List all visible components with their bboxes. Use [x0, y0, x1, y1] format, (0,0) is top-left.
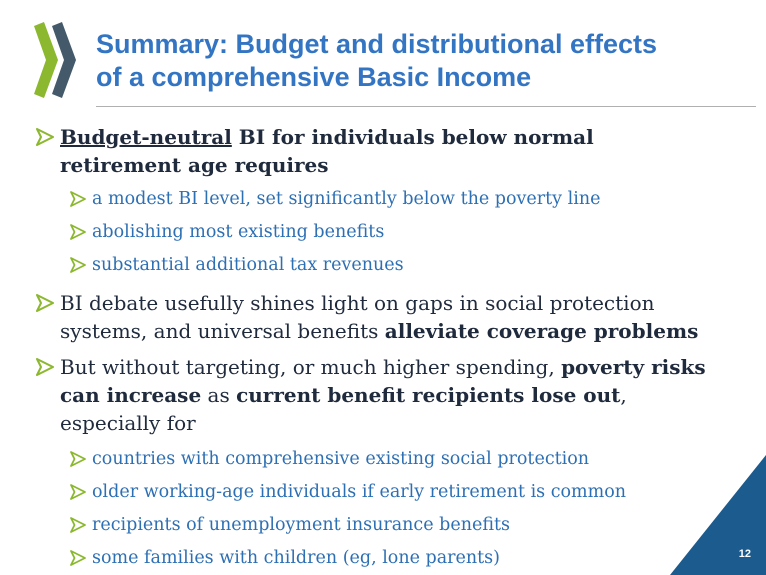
sub-bullet-arrow-icon	[70, 451, 86, 467]
page-number: 12	[738, 548, 751, 560]
emphasis: current benefit recipients lose out	[236, 383, 621, 407]
title-line-1: Summary: Budget and distributional effects	[96, 29, 658, 59]
bullet-arrow-icon	[36, 128, 54, 146]
slide-title	[96, 28, 746, 94]
sub-bullet-arrow-icon	[70, 550, 86, 566]
sub-bullet-arrow-icon	[70, 257, 86, 273]
bullet-line: But without targeting, or much higher spending, poverty risks	[60, 355, 706, 379]
bullet-arrow-icon	[36, 294, 54, 312]
emphasis: poverty risks	[561, 355, 706, 379]
bullet-line: especially for	[60, 411, 196, 435]
bullet-line: retirement age requires	[60, 153, 329, 177]
bullet-line: systems, and universal benefits alleviate coverage problems	[60, 319, 699, 343]
sub-bullet-text: recipients of unemployment insurance benefits	[92, 515, 511, 535]
emphasis: alleviate coverage problems	[384, 319, 699, 343]
underlined-term: Budget-neutral	[60, 125, 232, 149]
sub-bullet-text: older working-age individuals if early retirement is common	[92, 482, 627, 502]
sub-bullet-arrow-icon	[70, 191, 86, 207]
bullet-line: Budget-neutral BI for individuals below normal	[60, 125, 594, 149]
sub-bullet-arrow-icon	[70, 517, 86, 533]
sub-bullet-arrow-icon	[70, 484, 86, 500]
title-line-2: of a comprehensive Basic Income	[96, 62, 532, 92]
sub-bullet-text: some families with children (eg, lone parents)	[92, 548, 500, 568]
sub-bullet-arrow-icon	[70, 224, 86, 240]
bullet-line: BI debate usefully shines light on gaps in social protection	[60, 291, 655, 315]
bullet-line: can increase as current benefit recipients lose out,	[60, 383, 627, 407]
sub-bullet-text: a modest BI level, set significantly below the poverty line	[92, 189, 601, 209]
title-divider	[96, 106, 756, 107]
sub-bullet-text: abolishing most existing benefits	[92, 222, 385, 242]
oecd-logo-icon	[32, 20, 78, 102]
emphasis: can increase	[60, 383, 202, 407]
sub-bullet-text: countries with comprehensive existing social protection	[92, 449, 590, 469]
sub-bullet-text: substantial additional tax revenues	[92, 255, 404, 275]
bullet-arrow-icon	[36, 358, 54, 376]
